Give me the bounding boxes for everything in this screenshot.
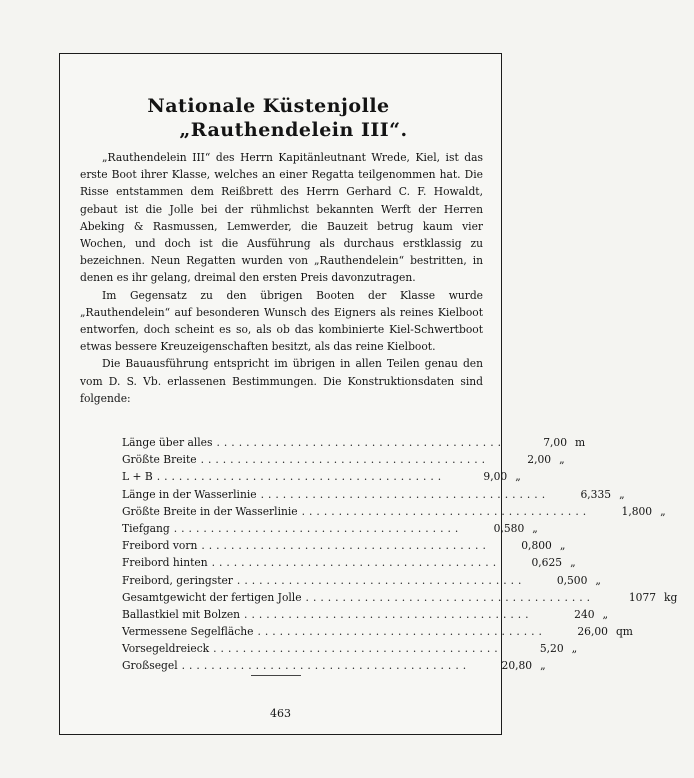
spec-label: Ballastkiel mit Bolzen [122, 607, 241, 621]
spec-label: Vermessene Segelfläche [122, 625, 254, 639]
spec-row: Freibord, geringster ....................................... 0,500 „ [122, 572, 424, 589]
spec-row: Großsegel ....................................... 20,80 „ [122, 657, 424, 674]
spec-unit: „ [660, 504, 666, 518]
spec-table [122, 434, 678, 675]
spec-unit: „ [559, 539, 566, 553]
spec-value: 7,00 [543, 436, 567, 449]
spec-label: L + B [122, 470, 153, 484]
spec-unit: „ [515, 470, 521, 484]
spec-label: Gesamtgewicht der fertigen Jolle [122, 590, 302, 604]
spec-row: Vorsegeldreieck ....................................... 5,20 „ [122, 640, 424, 657]
spec-value: 6,335 [580, 487, 612, 501]
spec-row: Gesamtgewicht der fertigen Jolle ....................................... 1077 kg [122, 589, 424, 606]
spec-row: Freibord hinten ....................................... 0,625 „ [122, 554, 424, 571]
spec-value: 9,00 [483, 470, 508, 484]
spec-row: L + B ....................................... 9,00 „ [122, 468, 424, 485]
spec-label: Länge über alles [122, 436, 213, 449]
spec-value: 0,625 [531, 556, 563, 570]
spec-unit: „ [571, 642, 578, 656]
body-text [80, 149, 483, 407]
spec-row: Tiefgang ....................................... 0,580 „ [122, 520, 424, 537]
spec-label: Freibord vorn [122, 539, 198, 553]
spec-row: Vermessene Segelfläche ....................................... 26,00 qm [122, 623, 424, 640]
divider [251, 675, 301, 676]
spec-label: Länge in der Wasserlinie [122, 487, 257, 501]
spec-label: Freibord hinten [122, 556, 208, 570]
page-frame [59, 53, 678, 735]
paragraph: „Rauthendelein III“ des Herrn Kapitänleutnant Wrede, Kiel, ist das erste Boot ihrer Klasse, welches an einer Regatta teilgenommen hat. Die Risse entstammen dem Reißbrett des Herrn Gerhard C. F. Howaldt, gebaut ist die Jolle bei der rühmlichst bekannten Werft der Herren Abeking & Rasmussen, Lemwerder, die Bauzeit betrug kaum vier Wochen, und doch ist die Ausführung als durchaus erstklassig zu bezeichnen. Neun Regatten wurden von „Rauthendelein“ bestritten, in denen es ihr gelang, dreimal den ersten Preis davonzutragen. [80, 151, 483, 285]
spec-unit: m [575, 436, 586, 449]
spec-value: 0,580 [493, 521, 525, 535]
spec-value: 0,800 [521, 539, 552, 553]
spec-value: 240 [574, 607, 595, 621]
spec-row: Größte Breite in der Wasserlinie ....................................... 1,800 „ [122, 503, 424, 520]
spec-unit: „ [532, 521, 538, 535]
spec-unit: „ [570, 556, 576, 570]
page-number: 463 [270, 707, 291, 720]
spec-value: 5,20 [539, 642, 564, 656]
spec-label: Größte Breite in der Wasserlinie [122, 504, 298, 518]
paragraph: Die Bauausführung entspricht im übrigen in allen Teilen genau den vom D. S. Vb. erlassenen Bestimmungen. Die Konstruktionsdaten sind folgende: [80, 357, 483, 405]
spec-unit: „ [619, 487, 625, 501]
spec-value: 0,500 [556, 573, 588, 587]
spec-label: Größte Breite [122, 453, 197, 467]
spec-unit: „ [602, 607, 609, 621]
paragraph: Im Gegensatz zu den übrigen Booten der Klasse wurde „Rauthendelein“ auf besonderen Wunsch des Eigners als reines Kielboot entworfen, doch scheint es so, als ob das kombinierte Kiel-Schwertboot etwas bessere Kreuzeigenschaften besitzt, als das reine Kielboot. [80, 288, 483, 354]
spec-row: Länge in der Wasserlinie ....................................... 6,335 „ [122, 486, 424, 503]
spec-row: Größte Breite ....................................... 2,00 „ [122, 451, 424, 468]
spec-label: Großsegel [122, 659, 178, 673]
spec-value: 1077 [628, 590, 657, 604]
page-title: Nationale Küstenjolle [147, 95, 390, 117]
spec-value: 2,00 [527, 453, 552, 467]
spec-label: Vorsegeldreieck [122, 642, 210, 656]
spec-unit: „ [559, 453, 565, 467]
spec-row: Ballastkiel mit Bolzen ....................................... 240 „ [122, 606, 424, 623]
page-subtitle: „Rauthendelein III“. [179, 119, 408, 141]
spec-unit: kg [664, 590, 678, 604]
spec-value: 1,800 [621, 504, 653, 518]
spec-unit: qm [615, 625, 633, 639]
spec-unit: „ [595, 573, 601, 587]
spec-value: 20,80 [501, 659, 533, 673]
spec-label: Freibord, geringster [122, 573, 233, 587]
spec-value: 26,00 [577, 625, 608, 639]
spec-label: Tiefgang [122, 521, 170, 535]
spec-row: Freibord vorn ....................................... 0,800 „ [122, 537, 424, 554]
spec-row: Länge über alles ....................................... 7,00 m [122, 434, 424, 451]
spec-unit: „ [540, 659, 546, 673]
